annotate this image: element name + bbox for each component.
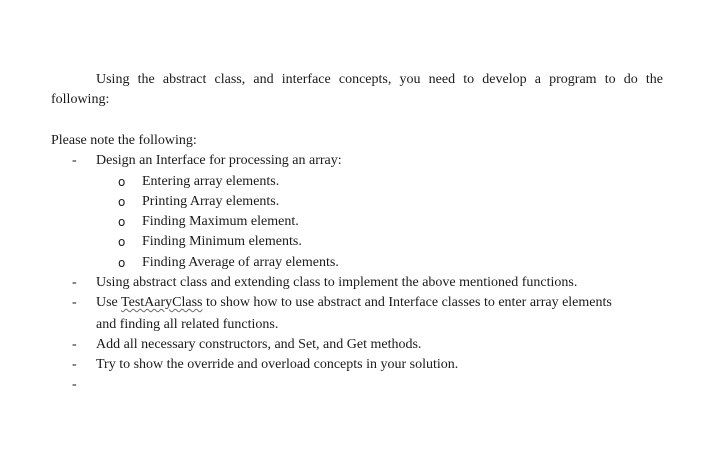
bullet-item-text: Design an Interface for processing an array: <box>96 153 342 168</box>
sub-bullet-circle: o <box>118 175 126 189</box>
class-name-spellcheck: TestAaryClass <box>121 295 203 310</box>
bullet-dash: - <box>72 275 77 290</box>
bullet-item-text <box>96 294 612 312</box>
bullet-dash: - <box>72 357 77 372</box>
intro-line-2: following: <box>51 92 110 107</box>
bullet-dash: - <box>72 295 77 310</box>
bullet-item-continuation: and finding all related functions. <box>96 317 279 332</box>
sub-bullet-circle: o <box>118 256 126 270</box>
sub-item-text: Finding Minimum elements. <box>142 234 302 249</box>
sub-bullet-circle: o <box>118 215 126 229</box>
bullet-item-text: Using abstract class and extending class to implement the above mentioned functions. <box>96 275 578 290</box>
sub-item-text: Entering array elements. <box>142 174 280 189</box>
bullet-item-text: Add all necessary constructors, and Set, and Get methods. <box>96 337 422 352</box>
notes-heading: Please note the following: <box>51 133 197 148</box>
sub-item-text: Finding Average of array elements. <box>142 255 339 270</box>
intro-line-1: Using the abstract class, and interface concepts, you need to develop a program to do the <box>96 72 663 87</box>
sub-bullet-circle: o <box>118 195 126 209</box>
bullet-dash-empty: - <box>72 377 77 392</box>
text-before-class-name: Use <box>96 295 122 310</box>
bullet-item-text: Try to show the override and overload concepts in your solution. <box>96 357 459 372</box>
sub-item-text: Finding Maximum element. <box>142 214 299 229</box>
bullet-dash: - <box>72 153 77 168</box>
text-after-class-name: to show how to use abstract and Interface classes to enter array elements <box>202 295 612 310</box>
sub-item-text: Printing Array elements. <box>142 194 280 209</box>
bullet-dash: - <box>72 337 77 352</box>
sub-bullet-circle: o <box>118 235 126 249</box>
